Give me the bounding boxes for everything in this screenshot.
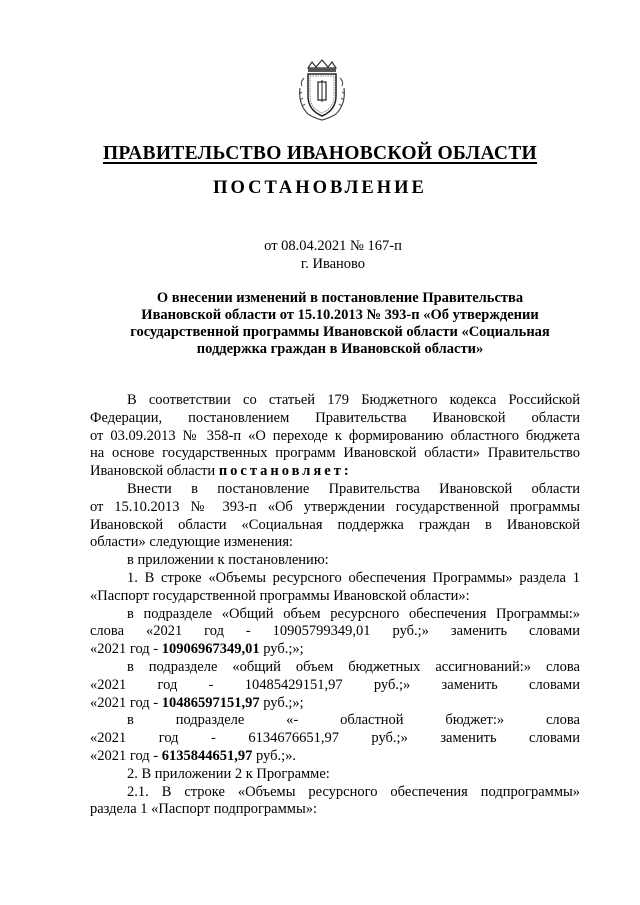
ivanovo-coat-of-arms-icon — [294, 58, 350, 122]
body-line — [90, 748, 580, 766]
body-line: Ивановской области «Социальная поддержка граждан в Ивановской — [90, 516, 580, 533]
body-text: руб.;»; — [259, 641, 304, 658]
body-text: руб.;». — [252, 747, 297, 764]
body-line — [90, 695, 580, 713]
body-line: В соответствии со статьей 179 Бюджетного кодекса Российской — [127, 392, 580, 408]
body-line: в приложении к постановлению: — [127, 552, 329, 569]
body-line — [90, 463, 580, 481]
body-line: «Паспорт государственной программы Ивановской области»: — [90, 587, 470, 604]
city: г. Иваново — [300, 256, 366, 272]
document-type: ПОСТАНОВЛЕНИЕ — [213, 178, 427, 198]
document-meta — [0, 237, 640, 273]
body-line: в подразделе «общий объем бюджетных ассигнований:» слова — [127, 658, 580, 675]
resolves-word: постановляет: — [218, 463, 352, 480]
body-line: от 15.10.2013 № 393-п «Об утверждении государственной программы — [90, 498, 580, 515]
organization-name: ПРАВИТЕЛЬСТВО ИВАНОВСКОЙ ОБЛАСТИ — [102, 143, 538, 164]
document-body — [90, 392, 580, 819]
body-line: «2021 год - 10485429151,97 руб.;» заменить словами — [90, 676, 580, 693]
body-line: на основе государственных программ Ивановской области» Правительство — [90, 445, 580, 462]
body-text: руб.;»; — [259, 694, 304, 711]
organization-title — [0, 143, 640, 165]
body-text: Ивановской области — [90, 463, 216, 480]
new-amount: 10906967349,01 — [161, 641, 260, 658]
body-text: «2021 год - — [90, 694, 162, 711]
subject-line: О внесении изменений в постановление Правительства — [156, 290, 524, 306]
body-line: 1. В строке «Объемы ресурсного обеспечения Программы» раздела 1 — [127, 569, 580, 586]
body-line: раздела 1 «Паспорт подпрограммы»: — [90, 801, 317, 818]
body-line: от 03.09.2013 № 358-п «О переходе к формированию областного бюджета — [90, 427, 580, 444]
document-subject — [100, 290, 580, 358]
body-line: в подразделе «Общий объем ресурсного обеспечения Программы:» — [127, 605, 580, 622]
body-line: 2.1. В строке «Объемы ресурсного обеспечения подпрограммы» — [127, 783, 580, 800]
subject-line: Ивановской области от 15.10.2013 № 393-п «Об утверждении — [141, 307, 539, 323]
date-number: от 08.04.2021 № 167-п — [264, 238, 402, 254]
body-line: «2021 год - 6134676651,97 руб.;» заменить словами — [90, 730, 580, 747]
body-line: в подразделе «- областной бюджет:» слова — [127, 712, 580, 729]
body-line: Федерации, постановлением Правительства Ивановской области — [90, 409, 580, 426]
subject-line: поддержка граждан в Ивановской области» — [196, 341, 484, 357]
body-line: 2. В приложении 2 к Программе: — [127, 765, 330, 782]
body-line: области» следующие изменения: — [90, 534, 294, 551]
body-line: Внести в постановление Правительства Ивановской области — [127, 480, 580, 497]
body-line: слова «2021 год - 10905799349,01 руб.;» заменить словами — [90, 623, 580, 640]
subject-line: государственной программы Ивановской области «Социальная — [130, 324, 550, 340]
body-line — [90, 641, 580, 659]
new-amount: 6135844651,97 — [161, 747, 253, 764]
new-amount: 10486597151,97 — [161, 694, 260, 711]
body-text: «2021 год - — [90, 747, 162, 764]
body-text: «2021 год - — [90, 641, 162, 658]
